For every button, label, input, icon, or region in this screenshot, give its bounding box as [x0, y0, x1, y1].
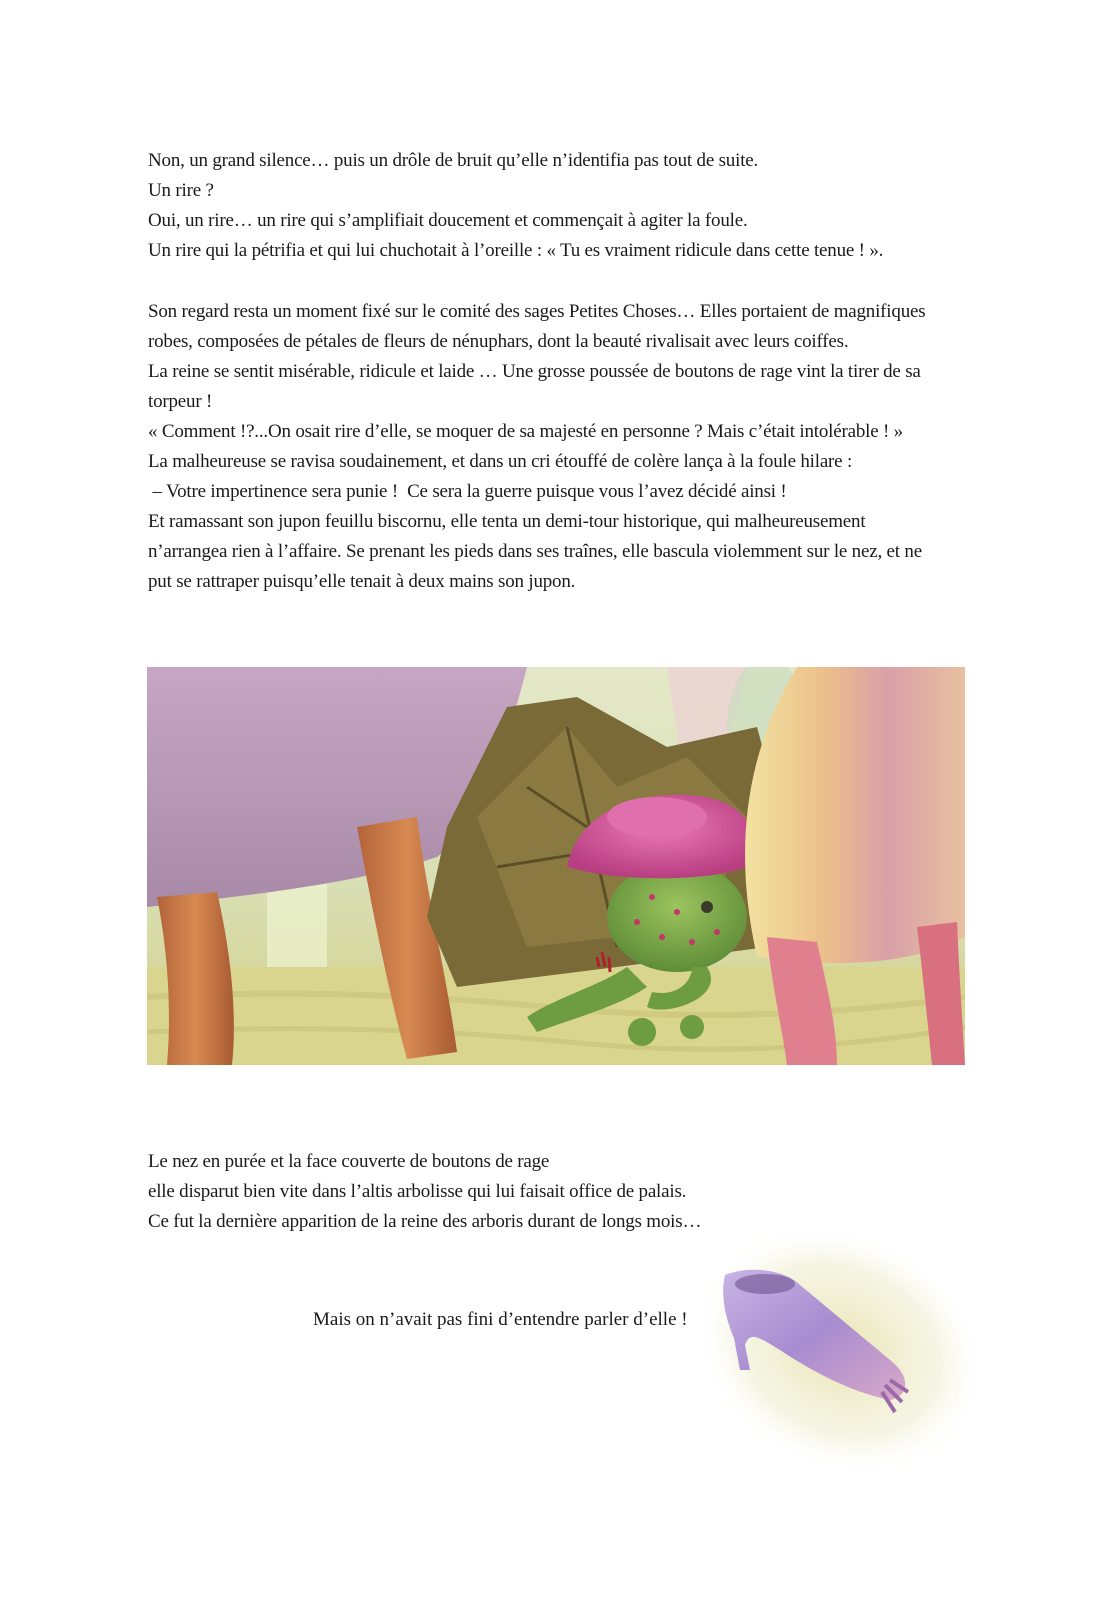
text-line: Un rire qui la pétrifia et qui lui chuchotait à l’oreille : « Tu es vraiment ridicule dans cette tenue ! ».: [148, 240, 884, 261]
text-line: Et ramassant son jupon feuillu biscornu, elle tenta un demi-tour historique, qui malheureusement: [148, 511, 866, 532]
closing-line: Mais on n’avait pas fini d’entendre parler d’elle !: [313, 1309, 688, 1330]
text-line: Un rire ?: [148, 180, 214, 201]
text-line: elle disparut bien vite dans l’altis arbolisse qui lui faisait office de palais.: [148, 1181, 687, 1202]
paragraph-2: [148, 297, 978, 597]
text-line: La reine se sentit misérable, ridicule et laide … Une grosse poussée de boutons de rage vint la tirer de sa: [148, 361, 921, 382]
queen-falling-illustration: [147, 667, 965, 1065]
text-line: put se rattraper puisqu’elle tenait à deux mains son jupon.: [148, 571, 576, 592]
text-line: « Comment !?...On osait rire d’elle, se moquer de sa majesté en personne ? Mais c’était intolérable ! »: [148, 421, 903, 442]
text-line: n’arrangea rien à l’affaire. Se prenant les pieds dans ses traînes, elle bascula violemment sur le nez, et ne: [148, 541, 922, 562]
text-line: Non, un grand silence… puis un drôle de bruit qu’elle n’identifia pas tout de suite.: [148, 150, 759, 171]
text-line: – Votre impertinence sera punie ! Ce sera la guerre puisque vous l’avez décidé ainsi !: [148, 481, 787, 502]
text-line: torpeur !: [148, 391, 213, 412]
text-line: robes, composées de pétales de fleurs de nénuphars, dont la beauté rivalisait avec leurs coiffes.: [148, 331, 849, 352]
text-line: Ce fut la dernière apparition de la reine des arboris durant de longs mois…: [148, 1211, 702, 1232]
text-line: Le nez en purée et la face couverte de boutons de rage: [148, 1151, 550, 1172]
text-line: La malheureuse se ravisa soudainement, et dans un cri étouffé de colère lança à la foule hilare :: [148, 451, 853, 472]
text-line: Son regard resta un moment fixé sur le comité des sages Petites Choses… Elles portaient de magnifiques: [148, 301, 926, 322]
text-line: Oui, un rire… un rire qui s’amplifiait doucement et commençait à agiter la foule.: [148, 210, 748, 231]
lost-shoe-illustration: [690, 1220, 1000, 1480]
paragraph-1: [148, 146, 978, 266]
